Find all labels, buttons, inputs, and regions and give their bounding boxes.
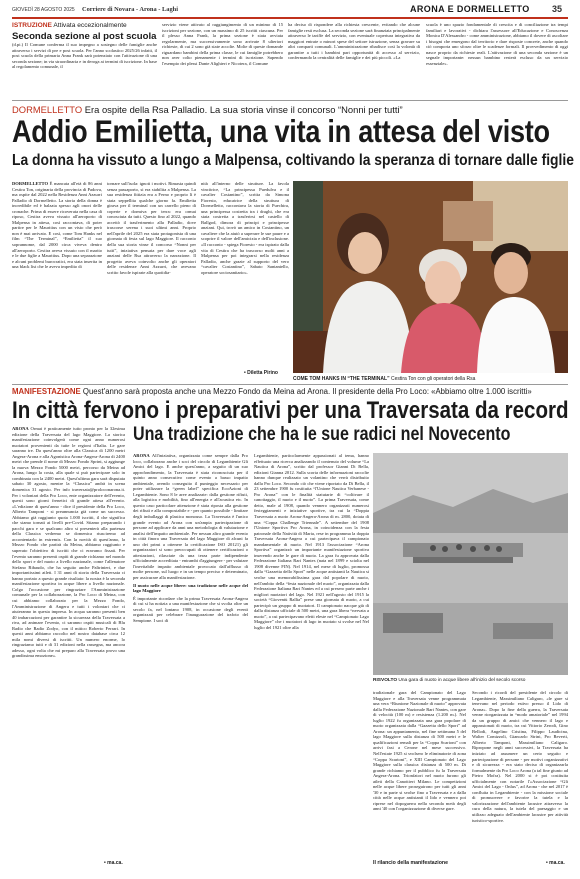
emilietta-photo-image xyxy=(293,181,568,373)
novecento-col1: ARONA All'iniziativa, organizzata come sempre dalla Pro loco, collaborano anche i soci del circolo di Legambiente Gli Amici del lago. E anche quest'anno, a seguito di un suo approfondimento, la Traversata è stata riconosciuta per il quinto anno consecutivo come evento a basso impatto ambientale, avendo conseguito il punteggio necessario per poter utilizzare la “green label” specifica EcoAzioni di Legambiente. Sono 8 le aree analizzate: dalla gestione rifiuti, alla logistica e mobilità, fino all'energia e all'acustica etc. In questo caso particolare attenzione è stata riposta alla gestione dei rifiuti e alla compostabile e - per quanto possibile - limitare degli imballaggi di plastica monouso. La Traversata è l'unico grande evento ad Arona con un'ampia partecipazione di persone ad applicare da anni una metodologia di valutazione e analisi dell'impatto ambientale. Per nessun altro grande evento in città finora una Traversata del lago Maggiore di alcuni fa uno dei primi a ottenere la certificazione ISO 20121) gli organizzatori si sono preoccupati di ottenere certificazioni o attestazioni, rilasciate da una terza parte indipendente ufficialmente accreditata - entrambi d'aggiungere - per valutare l'inevitabile impatto ambientale provocato dall'afflusso di molte persone, sul luogo e in un tempo preciso e determinato, per assicurare alla manifestazione. Il nuoto nelle acque libere: una tradizione nelle acque del lago Maggiore È importante ricordare che la prima Traversata Arona-Angera di cui si ha notizia a una manifestazione che si svolta oltre un secolo fa, nel lontano 1908, in occasione degli eventi organizzati per celebrare l'inaugurazione del trafoto del Sempione. I soci di xyxy=(133,453,248,623)
novecento-signature: • ma.ca. xyxy=(546,860,565,866)
top-article-col2: servizio viene attivato al raggiungimento di un minimo di 15 iscrizioni per sezione, con un massimo di 25 iscritti ciascuna. Per il plesso Anna Frank, la prima sezione è stata avviata regolarmente, ma successivamente sono arrivate 8 ulteriori richieste, di cui 2 sono già state accolte. Molte di queste domande riguardano bambini della prima classe, le cui famiglie potrebbero non aver colto pienamente i termini di iscrizione. Sapendo l'esempio dei plessi Dante Alighieri e Nicotera, il Comune xyxy=(162,22,283,66)
emilietta-photo xyxy=(293,181,568,373)
emilietta-kicker-label: DORMELLETTO xyxy=(12,104,83,115)
traversata-title: In città fervono i preparativi per una Traversata da record xyxy=(12,397,569,424)
emilietta-col3: nità all'interno delle strutture. La favola vincitrice, “La principessa Puedulva e il cavalier Costantino”, scritta da Simona Fioresto, educatrice della struttura di Dormelletto, raccontava la storia di Puechira, una principessa costretta tra i draghi, che era stata costretta a trasferirsi nel castello di Ballgod, dimora di principi e principesse anziani. Qui, trovò un amico in Costantino, un cavaliere che la aiutò a superare le sue paure e a scoprire il valore dell'amicizia e dell'inclusione. «Il racconto - spiega Fioresto - era ispirato dalla vita di Cestira che ha trascorso molti anni a Malpensa per poi integrarsi nella residenza Palladio, anche grazie al supporto del vero “cavalier Costantino”, Sabato Santaniello, operatore sociosanitario». xyxy=(201,181,289,275)
novecento-photo xyxy=(373,453,568,675)
traversata-col1: ARONA Ormai è praticamente tutto pronto per la 32esima edizione della Traversata del lago Maggiore. La storica manifestazione coinvolgerà come ogni anno numerosi nuotatori provenienti da tutte le regioni d'Italia. Le gare saranno tre. Da quest'anno oltre alla Classica di 1200 metri Angera-Arona e alla Agonistica Arona-Angera-Arona di 2400 metri che prende il nome di Mezzo Fondo Sprint, si aggiunge la nuova Mezzo Fondo 5000 metri, percorso da Meina ad Arona, lungo la costa, alla quale si può partecipare solo in combinata con la 2400 metri. Quest'ultima gara sarà disputata sabato 30 agosto, mentre la “Classica” andrà in scena domenica 31 agosto. Per info traversata@proloconarona.it. Per i volontari della Pro Loco, ente organizzatore dell'evento, questi sono giorni frenetici di grande attesa all'evento. «L'edizione di quest'anno - dice il presidente della Pro Loco, Alberto Tamponi - si preannuncia già come un successo. Abbiamo già raggiunto quota 1.000 iscritti, il che significa che siamo tornati ai livelli pre-Covid. Stiamo preparando i pacchi gara e se qualcuno altro si presenterà alla partenza della Classica vedremo se domenica riusciremo ad accontentarlo in extremis. Con la novità di quest'anno, la Mezzo Fondo che partirà da Meina, abbiamo raggiunto e superato l'obiettivo di iscritti che ci eravamo fissati. Per l'evento saranno presenti ospiti di grande richiamo nel mondo dello sport e del nuoto a livello nazionale, come l'allenatore Stefano Ribaudo, che ha seguito anche Paltrinieri, e due importantissimi atleti. I 31 anni di storia della Traversata ci hanno portato a questo grande risultato: la nostra è la seconda manifestazione sportiva in acque libere a livello nazionale. Colgo l'occasione per ringraziare l'Amministrazione comunale per la collaborazione, la Pro Loco di Meina, con cui abbiamo collaborato per la Mezzo Fondo, l'Amministrazione di Angera e tutti i volontari che ci aiuteranno in questa impresa. In acqua saranno presenti ben 40 imbarcazioni per garantire la sicurezza della Traversata a riva, ad animare l'evento, ci saranno ospiti musicali di Blu Radio che Radio Zodyo, con il mitico Roberto Ferrari. In questi anni abbiamo raccolto nel nostro database circa 12 mila nomi diversi di iscritti. Un numero enorme, lo ringraziamo tutti e di 31 edizioni nella rassegna, ma ancora adesso, ogni volta che mi preparo alla Traversata provo una grandissima emozione». xyxy=(12,426,125,659)
novecento-caption-title: RISVOLTO xyxy=(373,678,398,683)
emilietta-signature: • Diletta Pirino xyxy=(244,370,278,376)
header-bar xyxy=(12,5,568,17)
traversata-kicker xyxy=(12,387,572,396)
emilietta-subtitle: La donna ha vissuto a lungo a Malpensa, coltivando la speranza di tornare dalle figlie xyxy=(12,152,574,169)
section-divider-1 xyxy=(12,100,568,101)
emilietta-caption-title: COME TOM HANKS IN “THE TERMINAL” xyxy=(293,376,390,382)
top-article-kicker-rest: Attivata eccezionalmente xyxy=(53,22,127,29)
header-page-number: 35 xyxy=(552,4,563,14)
novecento-photo-caption xyxy=(373,678,573,683)
header-divider xyxy=(12,17,568,19)
novecento-subhead-rilancio: Il rilancio della manifestazione xyxy=(373,860,448,866)
header-date: GIOVEDÌ 28 AGOSTO 2025 xyxy=(12,7,75,13)
header-section: ARONA E DORMELLETTO xyxy=(410,4,530,14)
top-article-col4: scuola è uno spazio fondamentale di crescita e di conciliazione tra tempi familiari e lavorativi - dichiara l'assessore all'Educazione e Conoscenza Monica D'Alessandro - come amministrazione, abbiamo il dovere di ascoltare i bisogni che emergono dal territorio e dare risposte concrete, anche quando ciò comporta uno sforzo oltre le scadenze formali. Il provvedimento di oggi nasce proprio da richieste reali. L'attivazione di una seconda sezione è un segnale importante: nessun bambino resterà escluso da un servizio essenziale». xyxy=(426,22,568,66)
traversata-kicker-label: MANIFESTAZIONE xyxy=(12,387,81,396)
emilietta-title: Addio Emilietta, una vita in attesa del visto xyxy=(12,113,550,149)
header-paper-name: Corriere di Novara - Arona - Laghi xyxy=(82,6,178,13)
top-article-col3: ha deciso di rispondere alla richiesta crescente, evitando che alcune famiglie resti esclusa. La seconda sezione sarà finanziata principalmente attraverso le tariffe del servizio, con eventuale copertura integrativa da maggiori entrate o minori spese del settore istruzione, senza gravare su altri comparti comunali. L'amministrazione ribadisce così la volontà di garantire a tutti i bambini pari opportunità di accesso al servizio, confermando la centralità delle famiglie e dei più piccoli. «La xyxy=(288,22,420,61)
emilietta-col2: tornare sull'isola: ignoti i motivi. Rimasta quindi senza passaporto, si era stabilita a Malpensa. La sua residenza fittizia era a Ferno e proprio lì è stata seppellita qualche giorno fa. Emilietta girava per il terminal con un carrello pieno di coperte e dormiva per terra: era ormai conosciuta da tutti. Questo fino al 2022, quando accettò il trasferimento alla Palladio, dove trascorse serena i suoi ultimi anni. Proprio nell'aprile del 2025 era stata protagonista di una giornata di festa sul lago Maggiore. Il racconto della sua storia vinse il concorso “Nonni per tutti”, iniziativa pensata per dare voce agli anziani delle Rsa attraverso la narrazione. Il progetto aveva coinvolto anche gli operatori delle residenze Anni Azzurri, che avevano scritto favole ispirate alla quotidia- xyxy=(107,181,196,275)
top-article-title: Seconda sezione al post scuola xyxy=(12,31,157,42)
novecento-col2: Legambiente, particolarmente appassionati al tema, hanno effettuato una ricerca analizzando il contenuto del volume “La Nautica di Arona”, scritto dal professor Gianni Di Bella, edizioni Gianna 2012. Sulla scorta delle informazioni raccolte hanno dunque realizzato un volantino che verrà distribuito dalla Pro Loco. Secondo ciò che viene riportato da Di Bella, il 23 settembre 1900 fu costituita “l'Unione Nautica Verbanese - Pro Arona” con le finalità statutarie di “coltivare il canottaggio, il nuoto e il nuoto”. La prima Traversata, come detto, male al 1908, quando vennero organizzati numerosi festeggiamenti e iniziative sportive, tra cui la “Doppia Traversata a nuoto Arona-Angera-Arona di m. 2800, dotata di una “Coppa Challenge Triennale”. A settembre del 1908 l'Unione Sportiva Pro Arona, in coincidenza con la festa patronale della Natività di Maria, rese in programma la doppia Traversata Arona-Angera a cui partecipava il campionato mandamentale di nuoto. Nel 1913 l'associazione “Arona Sportiva” organizzò un importante manifestazione sportiva inserendo anche le gare di nuoto. La gara fu approvata dalla Federazione Italiana Rari Nantes (nata nel 1899 e sciolta nel 1908 divenne FIN). Nel 1914, nel mese di luglio, promossa dalla “Gazzetta dello Sport” nelle acque antistanti la Nautica si svolse una memorabilissima gara dal popolare di nuoto, nell'ambito della “festa nazionale del nuoto”, organizzata dalla Federazione Italiana Rari Nantes ed a cui presero parte anche i migliori nuotatori del lago. Nel 1921 nell'agosto del 1915 la società “Gioventù Rallia” prese una giornata di nuoto, a cui partecipò un gruppo di nuotatori. Il campionato nacque già di dalla distanza ufficiale di 500 metri, una gara libera “nervata a nuoto”, a cui partecipavano eletti eleste nel “Campionato Lago Maggiore” che i nuotatori di lago in nuotato si svolse nel Nel luglio del 1921 oltre alla xyxy=(254,453,369,630)
emilietta-dateline: DORMELLETTO xyxy=(12,181,49,186)
novecento-col3: Secondo i ricordi del presidente del circolo di Legambiente, Massimiliano Caligaro, «le gare si tenevano nel periodo estivo presso il Lido di Arona». Dopo la fine della guerra, la Traversata venne riorganizzata in “modo amatoriale” nel 1994 da un gruppo di amici che vennero il lago e appassionati di nuoto, tra cui Vittorio Zerodi, Gino Bellodi, Angelino Cristina, Filippo Laudicina, Walter Comizzoli, Giancarlo Strini, Pro Reverti, Alberto Tamponi, Massimiliano Caligaro. Ripropone negli anni successivi, la Traversata ha iniziato ad assumere un certo seguito e partecipazione di persone - per motivi organizzativi e di sicurezza - era stato deciso di organizzarla formalmente da Pro Loco Arona (a tal fine giunto ad Pietro Mofra). Nel 2000 si è poi costituita ufficialmente con notarile l'«Associazione “Gli Amici del Lago - Onlus”, ad Arona - che nel 2017 è confluita in Legambiente - con la missione sociale di promuovere e favorire la tutela e la valorizzazione dell'ambiente lacustre attraverso la cura della natura, la tutela del paesaggio e un utilizzo adeguato dell'ambiente lacustre per attività turistico-sportive. xyxy=(472,690,568,823)
novecento-subhead: Il nuoto nelle acque libere: una tradizione nelle acque del lago Maggiore xyxy=(133,582,248,594)
section-divider-2 xyxy=(12,384,568,385)
novecento-caption-text: Una gara di nuoto in acque libere all'inizio del secolo scorso xyxy=(398,678,526,683)
emilietta-photo-caption xyxy=(293,376,573,382)
traversata-kicker-rest: Quest'anno sarà proposta anche una Mezzo Fondo da Meina ad Arona. Il presidente della Pro Loco: «Abbiamo oltre 1.000 iscritti» xyxy=(82,387,532,396)
top-article-col1: (d.pi.) Il Comune conferma il suo impegno a sostegno delle famiglie anche attraverso i servizi di pre e post scuola. Per l'anno scolastico 2025/26 infatti, il post scuola della primaria Anna Frank sarà potenziato con l'attivazione di una seconda sezione; in via straordinaria e in deroga ai termini di iscrizione. In base al regolamento comunale, il xyxy=(12,42,157,70)
novecento-photo-image xyxy=(373,453,568,675)
novecento-dateline: ARONA xyxy=(133,453,150,458)
novecento-title: Una tradizione che ha le sue radici nel Novecento xyxy=(133,424,511,445)
top-article-kicker-label: ISTRUZIONE xyxy=(12,22,52,29)
emilietta-col1: DORMELLETTO È mancata all'età di 86 anni Cestira Ton, originaria della provincia di Padova, ma ospite dal 2022 nella Residenza Anni Azzurri Palladio di Dormelletto. La storia della donna è incredibile ed è balzata spesso agli onori delle cronache. Prima di essere ricoverata nella casa di riposo, Cestira aveva vissuto all'aeroporto di Malpensa in attesa, così raccontava, di poter partire per le Mauritius con un visto che però non è mai arrivato. E così, come Tom Hanks nel film “The Terminal”, “Emilietta” il suo soprannome, dal 2000 circa viveva dentro all'aeroporto. Cestira aveva vissuto con il marito e le due figlie a Mauritius. Dopo una separazione e alcuni problemi burocratici, era stata inserita in una black list che le aveva impedito di xyxy=(12,181,102,270)
emilietta-kicker-rest: Era ospite della Rsa Palladio. La sua storia vinse il concorso “Nonni per tutti” xyxy=(84,104,403,115)
emilietta-caption-text: Cestira Ton con gli operatori della Rsa xyxy=(390,376,476,382)
traversata-dateline: ARONA xyxy=(12,426,29,431)
traversata-signature: • ma.ca. xyxy=(104,860,123,866)
novecento-col2b: tradizionale gara del Campionato del Lago Maggiore e alla Traversata venne programmata una vera “Riunione Nazionale di nuoto” approvata dalla Federazione Nazionale Rari Nantes, con gare di velocità (100 m) e resistenza (1.200 m.). Nel luglio 1922 fu organizzata una gara popolare di nuoto organizzata dalla “Gazzetta dello Sport” ad Arona: un appuntamento, nel fine settimana 5 del lago Maggiore sulla distanza di 500 metri e le qualificazioni remali per la “Coppa Scarioni” con arrivi fasi a Cerone nel mese successivo. Nell'estate 1925 si svolsero le eliminatorie di zona “Coppa Scarioni”, e XIII Campionato del Lago Maggiore sulla classica distanza di 500 m. Di grande richiamo per il pubblico fu la Traversata Angera-Arona. Trionfatori nel nuoto furono gli atleti della Canottieri Milano. Le competizioni nelle acque libere proseguirono per tutti gli anni '30 e in parte si svolse fino a Traversata e a dalla città nelle acque antistanti il lido e vennero poi riprese nel dopoguerra nella seconda metà degli anni '40 con l'organizzazione di diverse gare. xyxy=(373,690,466,812)
